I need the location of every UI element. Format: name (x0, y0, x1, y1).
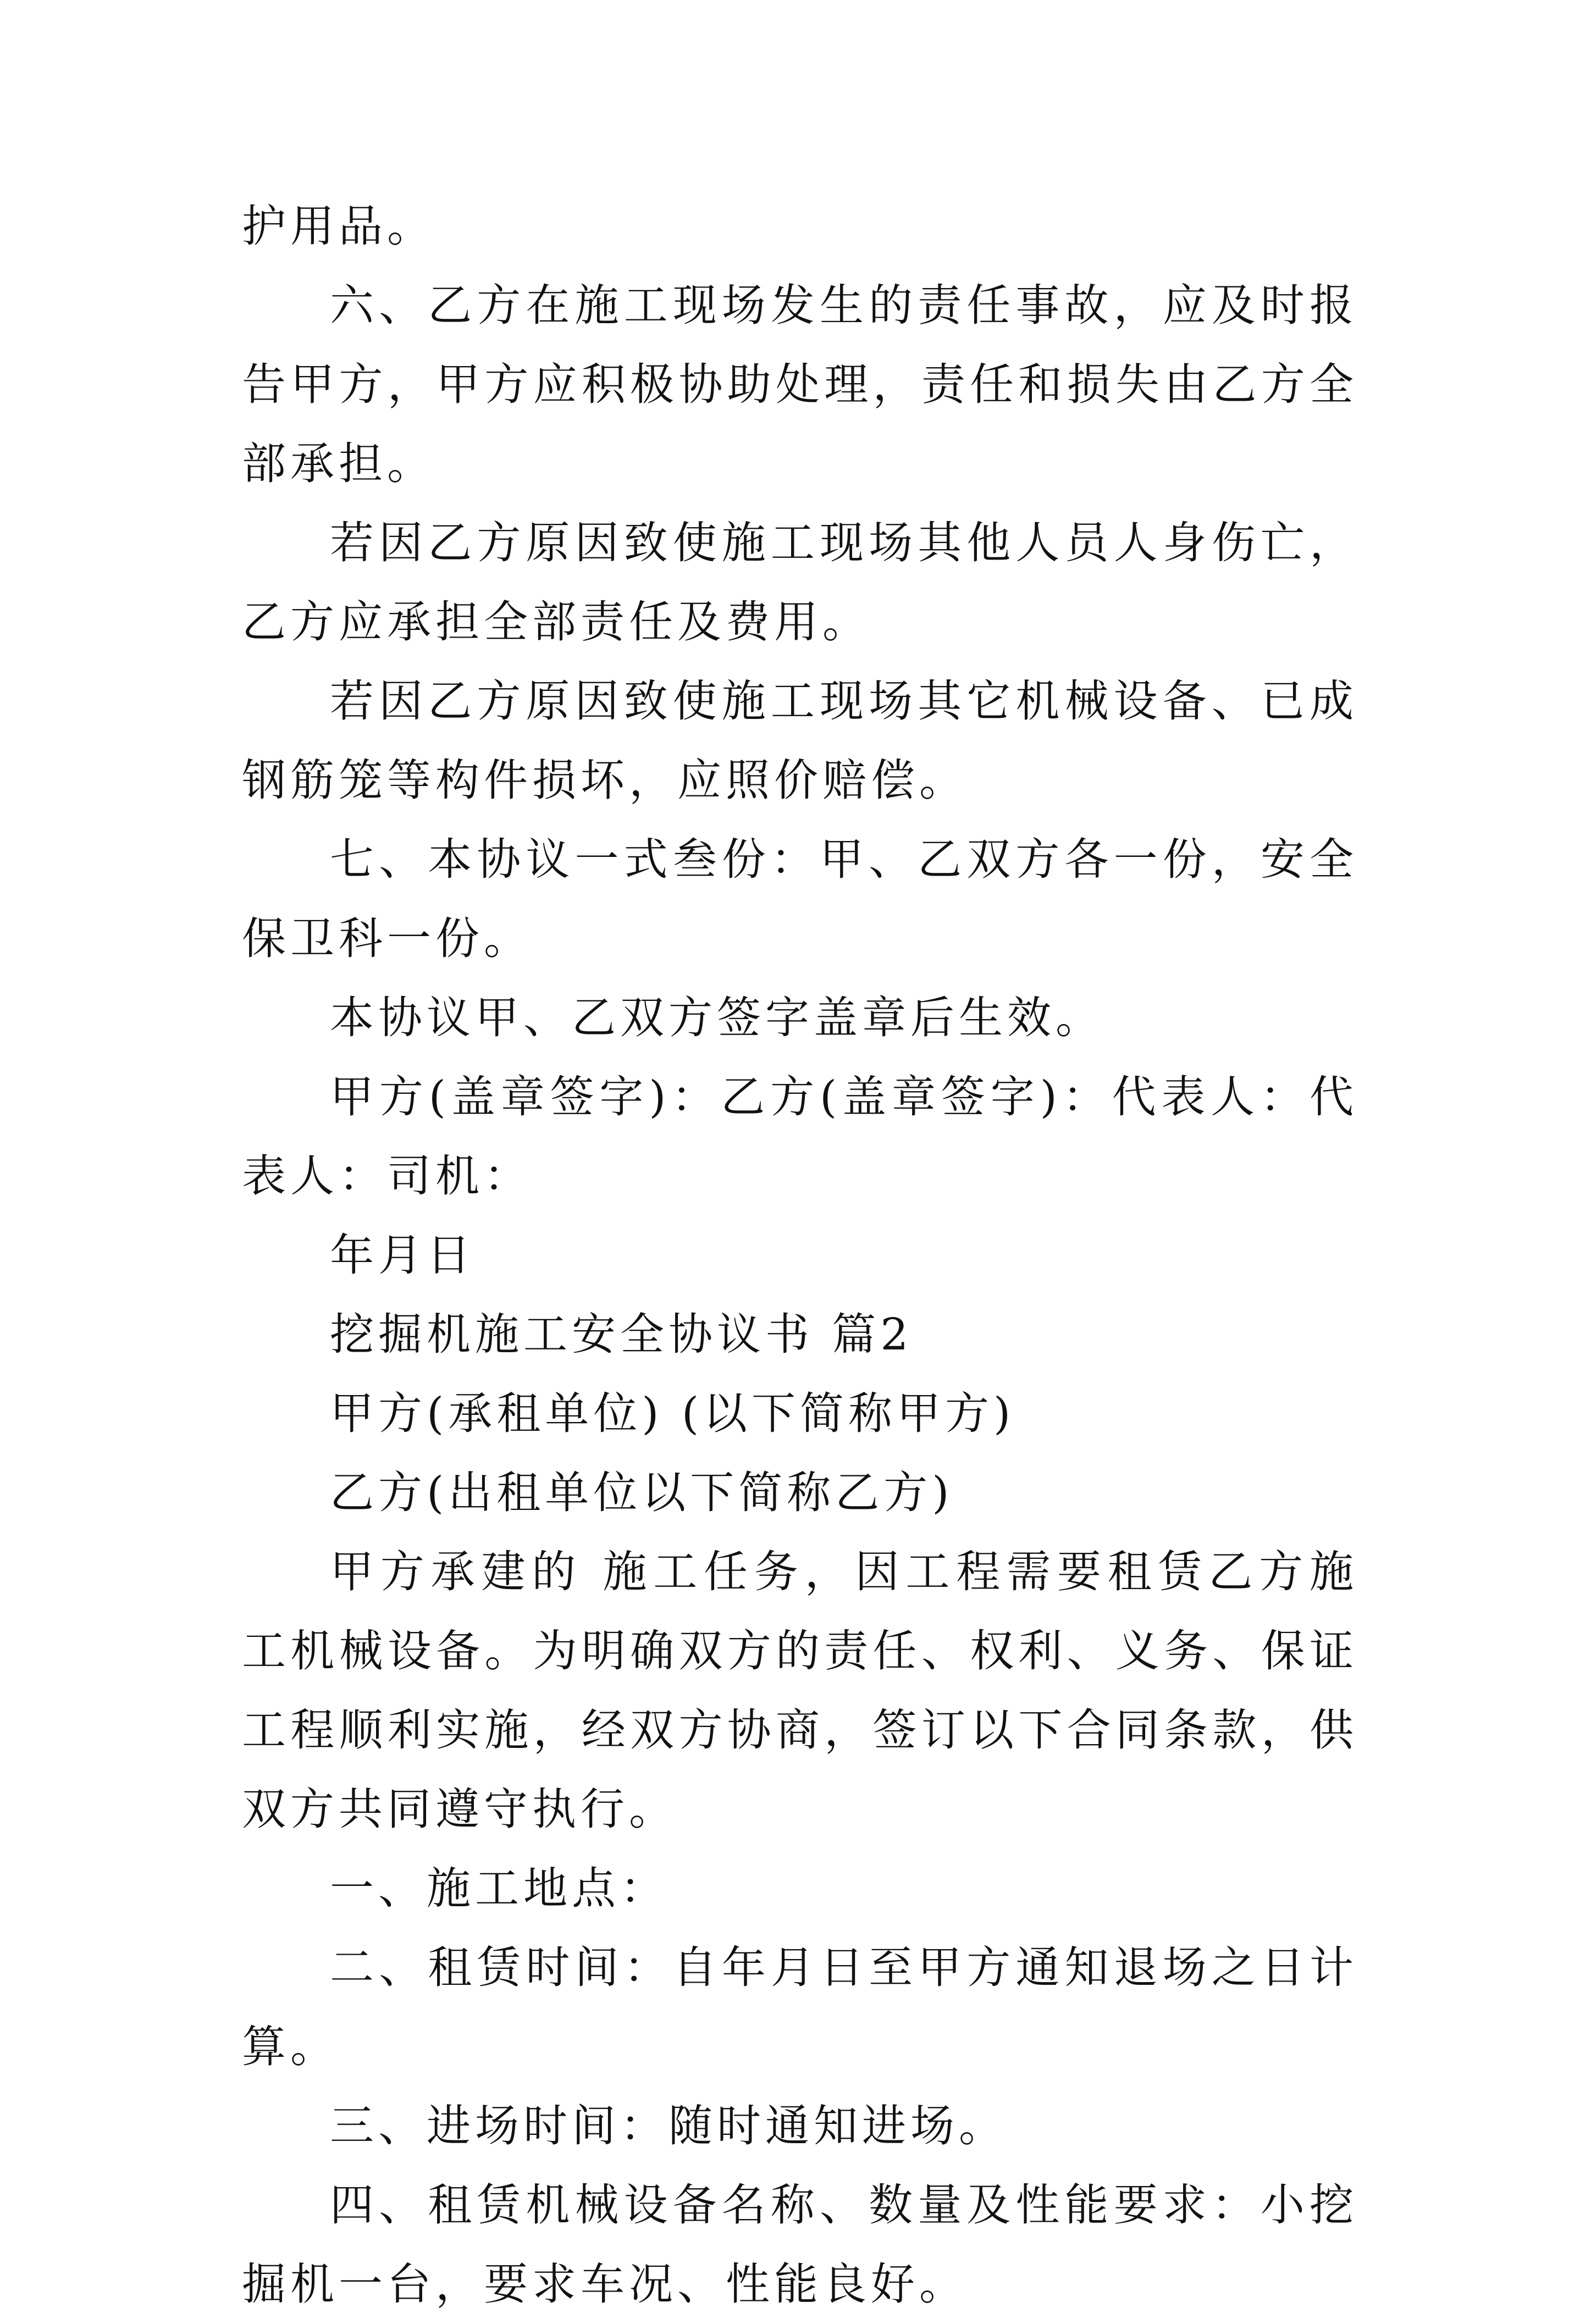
paragraph-clause-3: 三、进场时间：随时通知进场。 (330, 2100, 1007, 2151)
paragraph-effective: 本协议甲、乙双方签字盖章后生效。 (330, 992, 1104, 1043)
paragraph-date: 年月日 (330, 1230, 475, 1281)
paragraph-equipment-damage: 若因乙方原因致使施工现场其它机械设备、已成钢筋笼等构件损坏，应照价赔偿。 (242, 676, 1358, 806)
paragraph-clause-2: 二、租赁时间：自年月日至甲方通知退场之日计算。 (242, 1942, 1358, 2072)
paragraph-clause-7: 七、本协议一式叁份：甲、乙双方各一份，安全保卫科一份。 (242, 834, 1358, 964)
paragraph-party-b: 乙方(出租单位以下简称乙方) (330, 1467, 954, 1518)
paragraph-clause-6: 六、乙方在施工现场发生的责任事故，应及时报告甲方，甲方应积极协助处理，责任和损失由乙方全部承担。 (242, 280, 1358, 489)
paragraph-party-a: 甲方(承租单位) (以下简称甲方) (330, 1388, 1015, 1439)
paragraph-clause-4: 四、租赁机械设备名称、数量及性能要求：小挖掘机一台，要求车况、性能良好。 (242, 2179, 1358, 2310)
paragraph-preamble: 甲方承建的 施工任务，因工程需要租赁乙方施工机械设备。为明确双方的责任、权利、义务、保证工程顺利实施，经双方协商，签订以下合同条款，供双方共同遵守执行。 (242, 1546, 1358, 1835)
paragraph-clause-1: 一、施工地点： (330, 1863, 669, 1914)
paragraph-continuation: 护用品。 (242, 201, 435, 252)
paragraph-injury-liability: 若因乙方原因致使施工现场其他人员人身伤亡，乙方应承担全部责任及费用。 (242, 517, 1358, 648)
section-title: 挖掘机施工安全协议书 篇2 (330, 1309, 913, 1360)
document-body (242, 187, 1358, 2324)
paragraph-signatures: 甲方(盖章签字)：乙方(盖章签字)：代表人：代表人：司机： (242, 1071, 1358, 1202)
